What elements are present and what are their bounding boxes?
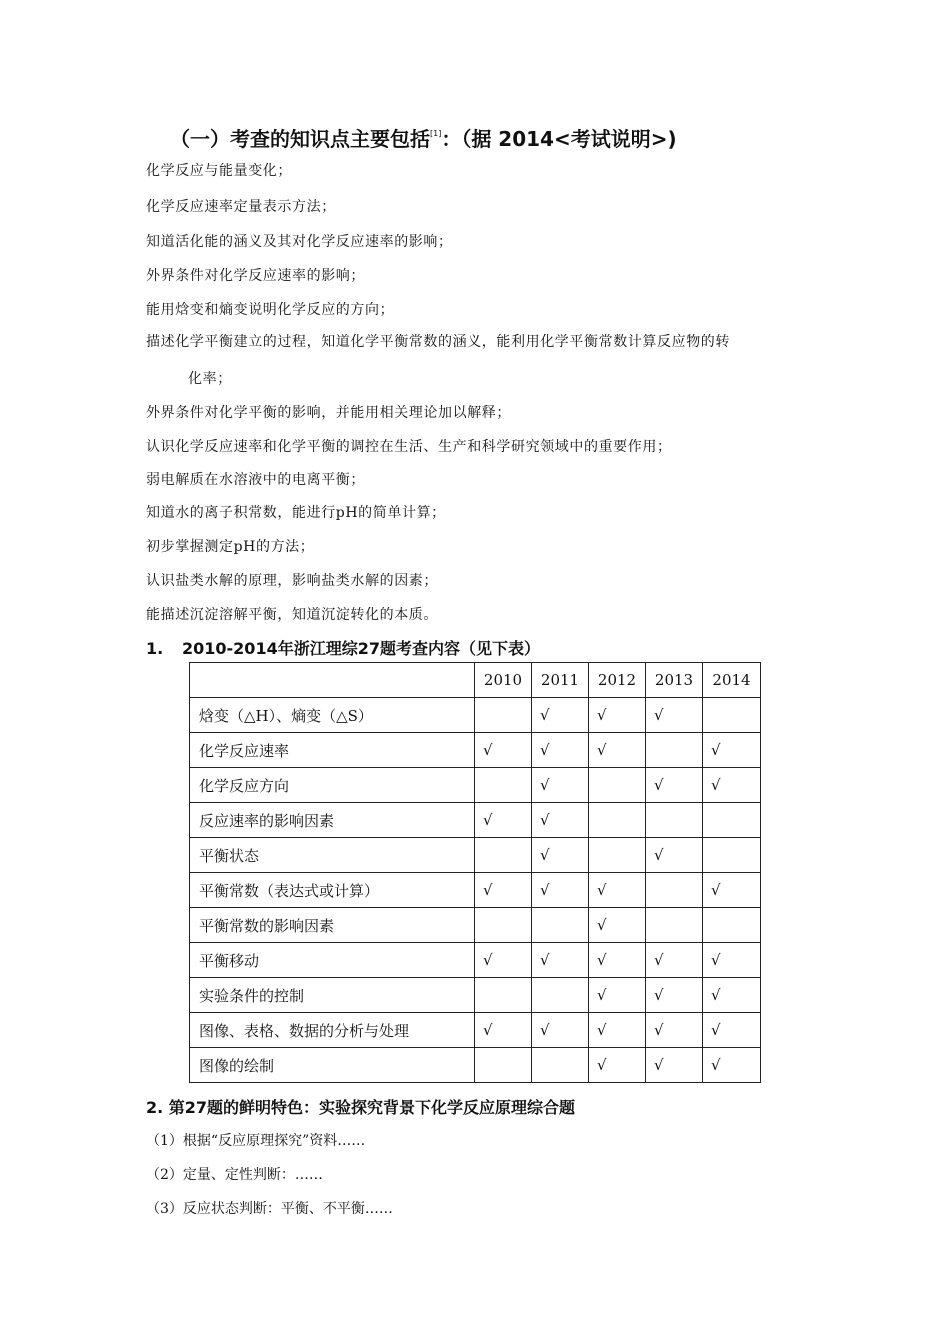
year-header: 2011 — [532, 663, 589, 698]
check-cell: √ — [703, 873, 761, 908]
check-cell: √ — [532, 873, 589, 908]
check-cell: √ — [646, 698, 703, 733]
table-row — [190, 908, 761, 943]
check-cell — [589, 838, 646, 873]
section-1-title — [146, 636, 540, 659]
knowledge-item: 描述化学平衡建立的过程，知道化学平衡常数的涵义，能利用化学平衡常数计算反应物的转 — [146, 334, 730, 350]
check-cell: √ — [589, 978, 646, 1013]
knowledge-item: 能描述沉淀溶解平衡，知道沉淀转化的本质。 — [146, 607, 438, 623]
year-header: 2014 — [703, 663, 761, 698]
check-cell: √ — [475, 733, 532, 768]
check-cell: √ — [475, 803, 532, 838]
row-label: 平衡状态 — [190, 838, 475, 873]
sub-item: （3）反应状态判断：平衡、不平衡…… — [146, 1201, 393, 1217]
row-label: 实验条件的控制 — [190, 978, 475, 1013]
check-cell — [532, 978, 589, 1013]
check-cell — [475, 1048, 532, 1083]
check-cell: √ — [589, 698, 646, 733]
table-row — [190, 873, 761, 908]
knowledge-item: 知道水的离子积常数，能进行pH的简单计算； — [146, 505, 446, 521]
check-cell: √ — [532, 943, 589, 978]
knowledge-item: 认识盐类水解的原理，影响盐类水解的因素； — [146, 573, 438, 589]
year-header: 2012 — [589, 663, 646, 698]
check-cell: √ — [589, 1048, 646, 1083]
knowledge-item: 认识化学反应速率和化学平衡的调控在生活、生产和科学研究领域中的重要作用； — [146, 439, 672, 455]
year-header: 2013 — [646, 663, 703, 698]
check-cell: √ — [532, 698, 589, 733]
check-cell: √ — [532, 768, 589, 803]
table-header-row — [190, 663, 761, 698]
check-cell: √ — [703, 1048, 761, 1083]
check-cell: √ — [646, 768, 703, 803]
check-cell — [475, 908, 532, 943]
table-row — [190, 978, 761, 1013]
check-cell: √ — [532, 1013, 589, 1048]
check-cell — [703, 803, 761, 838]
check-cell: √ — [532, 803, 589, 838]
check-cell: √ — [703, 733, 761, 768]
year-header: 2010 — [475, 663, 532, 698]
check-cell: √ — [646, 838, 703, 873]
heading — [170, 123, 677, 152]
check-cell: √ — [532, 838, 589, 873]
row-label: 图像、表格、数据的分析与处理 — [190, 1013, 475, 1048]
check-cell — [475, 838, 532, 873]
sub-item: （1）根据“反应原理探究”资料…… — [146, 1133, 366, 1149]
knowledge-item-continuation: 化率； — [188, 371, 232, 387]
row-label: 平衡移动 — [190, 943, 475, 978]
knowledge-item: 外界条件对化学反应速率的影响； — [146, 268, 365, 284]
check-cell — [703, 698, 761, 733]
row-label: 焓变（△H）、熵变（△S） — [190, 698, 475, 733]
heading-suffix: ：（据 2014<考试说明>) — [441, 127, 677, 151]
row-label: 化学反应速率 — [190, 733, 475, 768]
check-cell — [475, 698, 532, 733]
table-row — [190, 838, 761, 873]
check-cell — [475, 768, 532, 803]
exam-content-table — [189, 662, 761, 1083]
check-cell: √ — [589, 943, 646, 978]
check-cell — [646, 908, 703, 943]
footnote-ref[interactable]: [1] — [430, 129, 442, 138]
knowledge-item: 外界条件对化学平衡的影响，并能用相关理论加以解释； — [146, 405, 511, 421]
check-cell: √ — [589, 1013, 646, 1048]
check-cell: √ — [646, 978, 703, 1013]
check-cell — [703, 838, 761, 873]
knowledge-item: 化学反应速率定量表示方法； — [146, 199, 336, 215]
check-cell: √ — [589, 908, 646, 943]
check-cell: √ — [475, 873, 532, 908]
check-cell — [532, 1048, 589, 1083]
check-cell — [532, 908, 589, 943]
table-row — [190, 698, 761, 733]
sub-item: （2）定量、定性判断：…… — [146, 1167, 323, 1183]
table-row — [190, 943, 761, 978]
knowledge-item: 弱电解质在水溶液中的电离平衡； — [146, 472, 365, 488]
check-cell — [475, 978, 532, 1013]
knowledge-item: 知道活化能的涵义及其对化学反应速率的影响； — [146, 234, 453, 250]
check-cell — [589, 768, 646, 803]
knowledge-item: 化学反应与能量变化； — [146, 163, 292, 179]
table-row — [190, 1013, 761, 1048]
check-cell: √ — [646, 1048, 703, 1083]
check-cell: √ — [532, 733, 589, 768]
knowledge-item: 初步掌握测定pH的方法； — [146, 539, 315, 555]
check-cell: √ — [646, 943, 703, 978]
check-cell — [646, 803, 703, 838]
check-cell: √ — [703, 943, 761, 978]
row-label: 平衡常数（表达式或计算） — [190, 873, 475, 908]
check-cell — [646, 873, 703, 908]
knowledge-item: 能用焓变和熵变说明化学反应的方向； — [146, 302, 395, 318]
table-row — [190, 803, 761, 838]
check-cell — [646, 733, 703, 768]
table-row — [190, 1048, 761, 1083]
check-cell: √ — [703, 978, 761, 1013]
row-label: 化学反应方向 — [190, 768, 475, 803]
table-corner-cell — [190, 663, 475, 698]
check-cell: √ — [703, 768, 761, 803]
check-cell: √ — [703, 1013, 761, 1048]
check-cell: √ — [589, 733, 646, 768]
check-cell: √ — [589, 873, 646, 908]
heading-prefix: （一）考查的知识点主要包括 — [170, 127, 430, 151]
section-1-number: 1. — [146, 639, 164, 658]
check-cell — [703, 908, 761, 943]
check-cell: √ — [475, 1013, 532, 1048]
check-cell: √ — [646, 1013, 703, 1048]
table-row — [190, 768, 761, 803]
section-2-title: 2. 第27题的鲜明特色：实验探究背景下化学反应原理综合题 — [146, 1098, 576, 1117]
row-label: 图像的绘制 — [190, 1048, 475, 1083]
check-cell — [589, 803, 646, 838]
check-cell: √ — [475, 943, 532, 978]
table-row — [190, 733, 761, 768]
section-1-text: 2010-2014年浙江理综27题考查内容（见下表） — [182, 639, 540, 658]
row-label: 平衡常数的影响因素 — [190, 908, 475, 943]
row-label: 反应速率的影响因素 — [190, 803, 475, 838]
